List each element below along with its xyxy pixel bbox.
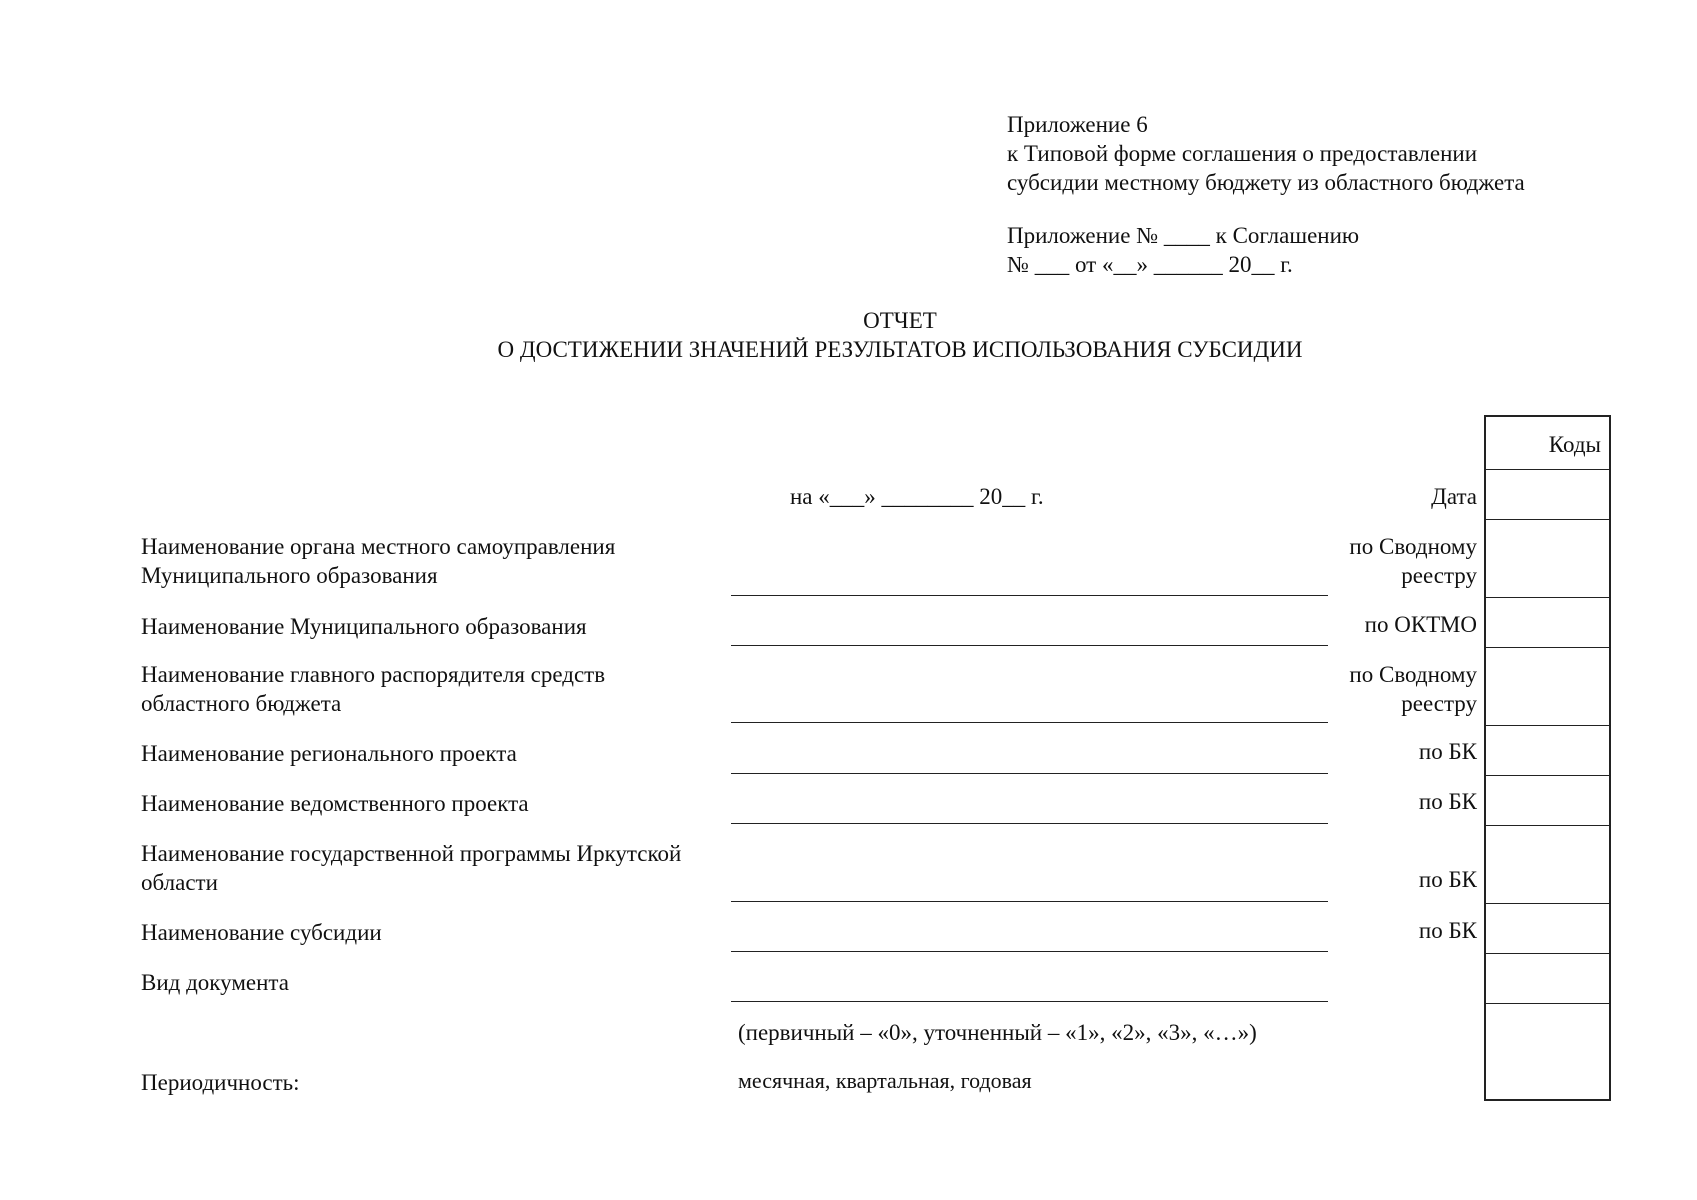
periodicity-label: Периодичность:	[141, 1070, 300, 1095]
codes-cell-field-5[interactable]	[1486, 775, 1609, 776]
field-label-state-program	[141, 839, 741, 897]
as-of-date: на «___» ________ 20__ г.	[790, 484, 1044, 509]
field-label-line: Наименование регионального проекта	[141, 741, 517, 766]
code-caption-line: по БК	[1418, 739, 1477, 764]
code-caption-line: по БК	[1418, 918, 1477, 943]
appendix-line: к Типовой форме соглашения о предоставлении	[1007, 141, 1478, 166]
field-label-local-authority	[141, 532, 741, 590]
field-label-regional-project	[141, 739, 741, 768]
appendix-line: субсидии местному бюджету из областного бюджета	[1007, 170, 1525, 195]
code-caption-line: по БК	[1418, 789, 1477, 814]
agreement-line: № ___ от «__» ______ 20__ г.	[1007, 252, 1293, 277]
code-caption-line: реестру	[1401, 691, 1477, 716]
codes-cell-field-8[interactable]	[1486, 953, 1609, 954]
code-caption-state-program	[1419, 865, 1477, 894]
code-caption-local-authority	[1349, 532, 1477, 590]
field-label-departmental-project	[141, 789, 741, 818]
code-caption-line: реестру	[1401, 563, 1477, 588]
codes-cell-field-4[interactable]	[1486, 725, 1609, 726]
field-label-line: Вид документа	[141, 970, 289, 995]
codes-cell-field-3[interactable]	[1486, 647, 1609, 648]
codes-cell-date[interactable]	[1486, 469, 1609, 470]
field-label-line: области	[141, 870, 218, 895]
field-label-line: Наименование главного распорядителя средств	[141, 662, 606, 687]
field-input-state-program[interactable]	[731, 901, 1328, 902]
field-input-municipality[interactable]	[731, 645, 1328, 646]
code-caption-line: по Сводному	[1349, 534, 1477, 559]
agreement-line: Приложение № ____ к Соглашению	[1007, 223, 1360, 248]
field-input-regional-project[interactable]	[731, 773, 1328, 774]
codes-table	[1484, 415, 1611, 1101]
field-label-line: Муниципального образования	[141, 563, 438, 588]
codes-cell-field-7[interactable]	[1486, 903, 1609, 904]
report-title-line2: О ДОСТИЖЕНИИ ЗНАЧЕНИЙ РЕЗУЛЬТАТОВ ИСПОЛЬЗОВАНИЯ СУБСИДИИ	[497, 337, 1303, 362]
code-caption-line: по ОКТМО	[1364, 612, 1477, 637]
codes-cell-periodicity[interactable]	[1486, 1003, 1609, 1004]
code-caption-departmental-project	[1419, 787, 1477, 816]
code-caption-line: по Сводному	[1349, 662, 1477, 687]
code-caption-regional-project	[1419, 737, 1477, 766]
report-title-line1: ОТЧЕТ	[863, 308, 937, 333]
field-label-line: областного бюджета	[141, 691, 342, 716]
field-input-chief-administrator[interactable]	[731, 722, 1328, 723]
field-label-chief-administrator	[141, 660, 741, 718]
field-label-line: Наименование Муниципального образования	[141, 614, 587, 639]
field-label-municipality	[141, 612, 741, 641]
periodicity-value: месячная, квартальная, годовая	[738, 1068, 1032, 1093]
code-caption-subsidy	[1419, 916, 1477, 945]
field-label-line: Наименование органа местного самоуправления	[141, 534, 616, 559]
field-input-departmental-project[interactable]	[731, 823, 1328, 824]
codes-cell-field-6[interactable]	[1486, 825, 1609, 826]
field-label-subsidy	[141, 918, 741, 947]
field-label-document-type	[141, 968, 741, 997]
field-input-subsidy[interactable]	[731, 951, 1328, 952]
code-caption-municipality	[1365, 610, 1477, 639]
report-title	[300, 306, 1500, 364]
field-label-line: Наименование ведомственного проекта	[141, 791, 529, 816]
document-type-hint: (первичный – «0», уточненный – «1», «2», «3», «…»)	[738, 1020, 1257, 1045]
field-label-line: Наименование субсидии	[141, 920, 382, 945]
code-caption-line: по БК	[1418, 867, 1477, 892]
codes-cell-field-2[interactable]	[1486, 597, 1609, 598]
code-caption-date: Дата	[1431, 484, 1477, 509]
field-input-local-authority[interactable]	[731, 595, 1328, 596]
field-input-document-type[interactable]	[731, 1001, 1328, 1002]
agreement-reference	[1007, 221, 1647, 279]
field-label-line: Наименование государственной программы Иркутской	[141, 841, 682, 866]
codes-header: Коды	[1548, 432, 1601, 457]
appendix-header	[1007, 110, 1647, 197]
codes-cell-field-1[interactable]	[1486, 519, 1609, 520]
code-caption-chief-administrator	[1349, 660, 1477, 718]
appendix-line: Приложение 6	[1007, 112, 1148, 137]
